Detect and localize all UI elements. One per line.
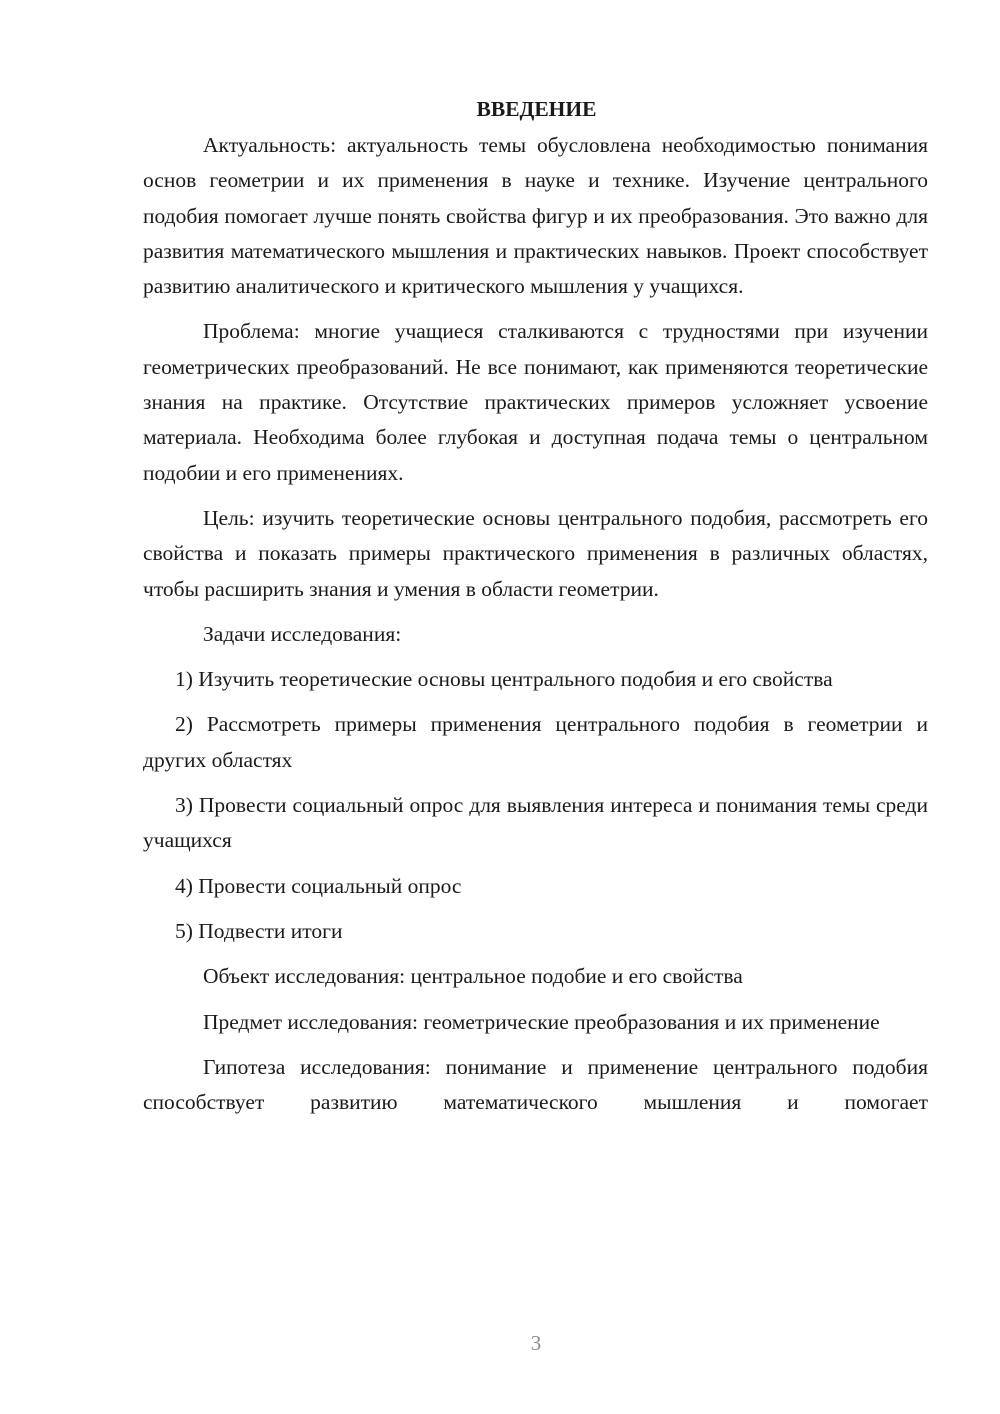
task-item-1: 1) Изучить теоретические основы центрального подобия и его свойства <box>175 667 833 692</box>
research-object: Объект исследования: центральное подобие и его свойства <box>203 964 743 989</box>
tasks-heading: Задачи исследования: <box>203 621 402 646</box>
goal-paragraph: Цель: изучить теоретические основы центрального подобия, рассмотреть его свойства и показать примеры практического применения в различных областях, чтобы расширить знания и умения в области геометрии. <box>143 505 928 601</box>
research-subject: Предмет исследования: геометрические преобразования и их применение <box>203 1009 880 1034</box>
relevance-paragraph: Актуальность: актуальность темы обусловлена необходимостью понимания основ геометрии и их применения в науке и технике. Изучение центрального подобия помогает лучше понять свойства фигур и их преобразования. Это важно для развития математического мышления и практических навыков. Проект способствует развитию аналитического и критического мышления у учащихся. <box>143 133 928 299</box>
page-number: 3 <box>530 1331 542 1355</box>
document-page <box>143 92 928 1130</box>
task-item-3: 3) Провести социальный опрос для выявления интереса и понимания темы среди учащихся <box>143 793 928 853</box>
task-item-4: 4) Провести социальный опрос <box>175 873 462 898</box>
problem-paragraph: Проблема: многие учащиеся сталкиваются с трудностями при изучении геометрических преобразований. Не все понимают, как применяются теоретические знания на практике. Отсутствие практических примеров усложняет усвоение материала. Необходима более глубокая и доступная подача темы о центральном подобии и его применениях. <box>143 319 928 485</box>
task-item-2: 2) Рассмотреть примеры применения центрального подобия в геометрии и других областях <box>143 712 928 772</box>
task-item-5: 5) Подвести итоги <box>175 918 343 943</box>
research-hypothesis: Гипотеза исследования: понимание и применение центрального подобия способствует развитию математического мышления и помогает <box>143 1054 928 1115</box>
section-title: ВВЕДЕНИЕ <box>476 97 597 121</box>
